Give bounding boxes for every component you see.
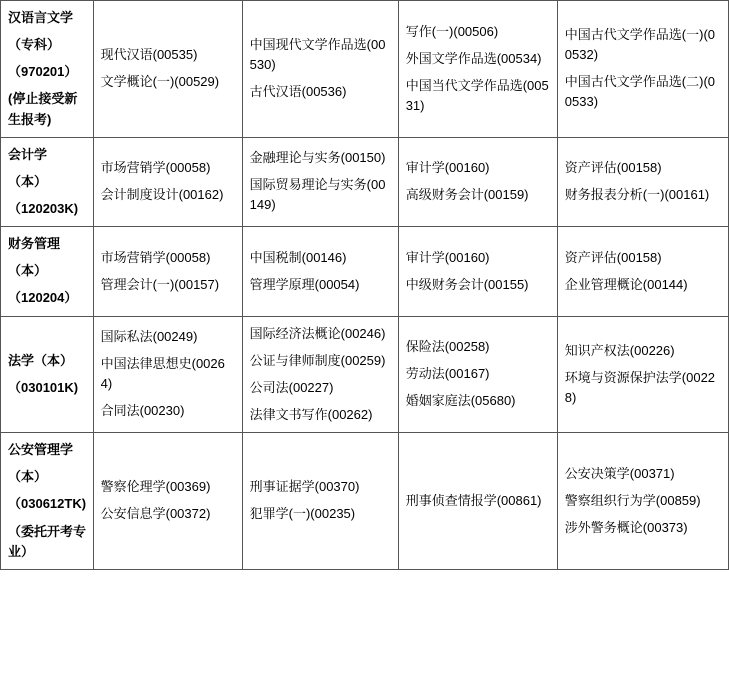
course-item: 管理会计(一)(00157)	[100, 276, 220, 292]
course-list-cell	[93, 433, 242, 570]
course-list-cell	[93, 1, 242, 138]
course-item: 公安信息学(00372)	[100, 506, 211, 522]
major-name-line: （970201）	[8, 64, 78, 80]
course-item: 刑事侦查情报学(00861)	[405, 492, 542, 508]
course-list-cell	[398, 316, 557, 433]
course-item: 中国税制(00146)	[249, 249, 347, 265]
major-name-line: （030101K)	[8, 379, 79, 395]
course-item: 古代汉语(00536)	[249, 84, 347, 100]
course-item: 公安决策学(00371)	[564, 465, 675, 481]
course-item: 刑事证据学(00370)	[249, 479, 360, 495]
course-list-cell	[557, 137, 728, 226]
major-name-line: 法学（本）	[8, 352, 74, 368]
course-item: 资产评估(00158)	[564, 249, 662, 265]
course-item: 环境与资源保护法学(00228)	[564, 369, 716, 405]
course-item: 保险法(00258)	[405, 339, 490, 355]
course-item: 国际贸易理论与实务(00149)	[249, 177, 386, 213]
course-item: 婚姻家庭法(05680)	[405, 393, 516, 409]
course-item: 中国法律思想史(00264)	[100, 356, 225, 392]
major-name-line: （本）	[8, 173, 48, 189]
course-item: 外国文学作品选(00534)	[405, 50, 542, 66]
major-name-cell	[1, 1, 94, 138]
course-list-cell	[557, 433, 728, 570]
course-item: 企业管理概论(00144)	[564, 276, 688, 292]
course-item: 审计学(00160)	[405, 249, 490, 265]
course-item: 犯罪学(一)(00235)	[249, 506, 356, 522]
course-item: 公证与律师制度(00259)	[249, 352, 386, 368]
course-list-cell	[398, 137, 557, 226]
course-list-cell	[557, 316, 728, 433]
course-item: 法律文书写作(00262)	[249, 406, 373, 422]
course-list-cell	[242, 433, 398, 570]
course-item: 财务报表分析(一)(00161)	[564, 187, 710, 203]
table-row	[1, 137, 729, 226]
course-item: 高级财务会计(00159)	[405, 187, 529, 203]
course-list-cell	[398, 1, 557, 138]
course-item: 中级财务会计(00155)	[405, 276, 529, 292]
major-name-cell	[1, 316, 94, 433]
table-row	[1, 1, 729, 138]
course-list-cell	[93, 137, 242, 226]
course-list-cell	[557, 227, 728, 316]
major-name-line: 汉语言文学	[8, 10, 74, 25]
major-name-cell	[1, 227, 94, 316]
course-item: 审计学(00160)	[405, 160, 490, 176]
course-item: 劳动法(00167)	[405, 366, 490, 382]
course-item: 警察伦理学(00369)	[100, 479, 211, 495]
course-list-cell	[242, 137, 398, 226]
table-body	[1, 1, 729, 570]
course-list-cell	[398, 227, 557, 316]
course-item: 市场营销学(00058)	[100, 249, 211, 265]
course-item: 会计制度设计(00162)	[100, 187, 224, 203]
major-name-line: 公安管理学	[8, 442, 74, 458]
table-row	[1, 433, 729, 570]
course-item: 资产评估(00158)	[564, 160, 662, 176]
course-item: 公司法(00227)	[249, 379, 334, 395]
course-item: 国际私法(00249)	[100, 329, 198, 345]
course-item: 市场营销学(00058)	[100, 160, 211, 176]
course-item: 国际经济法概论(00246)	[249, 325, 386, 341]
course-item: 中国当代文学作品选(00531)	[405, 77, 549, 113]
course-list-cell	[93, 227, 242, 316]
major-name-line: （030612TK)	[8, 496, 87, 512]
course-item: 警察组织行为学(00859)	[564, 492, 701, 508]
major-name-line: （委托开考专业）	[8, 523, 87, 559]
major-name-line: （本）	[8, 263, 48, 279]
course-list-cell	[93, 316, 242, 433]
major-name-cell	[1, 137, 94, 226]
major-name-line: （本）	[8, 469, 48, 485]
course-item: 知识产权法(00226)	[564, 342, 675, 358]
course-item: 涉外警务概论(00373)	[564, 520, 688, 536]
course-item: 中国现代文学作品选(00530)	[249, 37, 386, 73]
table-row	[1, 316, 729, 433]
course-list-cell	[398, 433, 557, 570]
major-name-line: 财务管理	[8, 236, 61, 252]
course-item: 中国古代文学作品选(二)(00533)	[564, 74, 715, 110]
course-item: 中国古代文学作品选(一)(00532)	[564, 27, 715, 63]
course-item: 管理学原理(00054)	[249, 276, 360, 292]
major-name-line: （120203K)	[8, 200, 79, 216]
table-row	[1, 227, 729, 316]
course-item: 文学概论(一)(00529)	[100, 74, 220, 90]
major-name-line: (停止接受新生报考)	[8, 91, 78, 127]
course-item: 金融理论与实务(00150)	[249, 150, 386, 166]
major-name-cell	[1, 433, 94, 570]
course-list-cell	[242, 316, 398, 433]
course-item: 现代汉语(00535)	[100, 47, 198, 63]
major-name-line: （专科）	[8, 37, 61, 53]
major-name-line: （120204）	[8, 290, 78, 306]
course-list-cell	[242, 227, 398, 316]
course-list-cell	[557, 1, 728, 138]
major-name-line: 会计学	[8, 146, 48, 162]
course-item: 合同法(00230)	[100, 403, 185, 419]
course-list-cell	[242, 1, 398, 138]
course-item: 写作(一)(00506)	[405, 23, 499, 39]
